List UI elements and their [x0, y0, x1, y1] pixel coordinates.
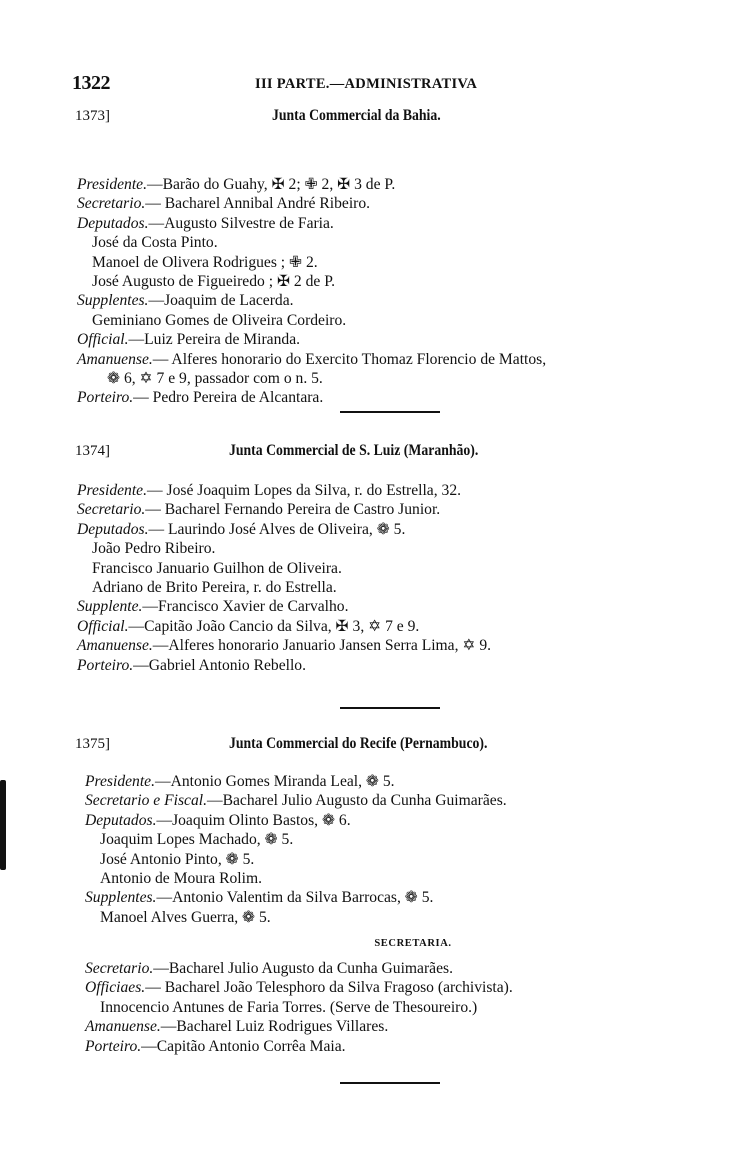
entry-text: — Laurindo José Alves de Oliveira, ❁ 5. [148, 520, 406, 538]
entry-line [85, 959, 513, 978]
entry-role: Amanuense. [85, 1018, 161, 1036]
entry-role: Secretario. [85, 960, 154, 977]
entry-line [85, 1037, 513, 1056]
entry-text: José Antonio Pinto, ❁ 5. [100, 850, 255, 868]
entry-line [77, 520, 491, 539]
page-number: 1322 [72, 72, 110, 94]
entry-line [85, 811, 507, 830]
entry-text: —Bacharel Luiz Rodrigues Villares. [160, 1018, 389, 1036]
entry-line [77, 369, 546, 388]
entry-text: — José Joaquim Lopes da Silva, r. do Estrella, 32. [147, 482, 462, 499]
section-title: Junta Commercial do Recife (Pernambuco). [229, 735, 488, 752]
entry-role: Secretario. [77, 501, 146, 519]
entry-text: Antonio de Moura Rolim. [100, 869, 262, 887]
entry-role: Deputados. [77, 520, 149, 538]
entry-line [77, 350, 546, 369]
entry-role: Official. [77, 331, 129, 349]
entry-role: Official. [77, 617, 129, 635]
section-entries [85, 772, 507, 927]
entry-line [77, 388, 546, 407]
entry-line [77, 233, 546, 252]
entry-text: —Alferes honorario Januario Jansen Serra Lima, ✡ 9. [152, 637, 492, 655]
entry-text: — Pedro Pereira de Alcantara. [133, 389, 324, 407]
entry-text: — Alferes honorario do Exercito Thomaz Florencio de Mattos, [152, 350, 547, 368]
entry-line [77, 656, 491, 675]
entry-text: —Joaquim de Lacerda. [148, 292, 294, 310]
entry-text: Adriano de Brito Pereira, r. do Estrella. [92, 578, 337, 596]
entry-line [85, 908, 507, 927]
running-head: III PARTE.—ADMINISTRATIVA [255, 76, 478, 92]
entry-role: Supplentes. [77, 292, 149, 310]
entry-role: Officiaes. [85, 979, 146, 997]
entry-text: Francisco Januario Guilhon de Oliveira. [92, 559, 342, 577]
section-entries [77, 175, 546, 408]
entry-role: Supplente. [77, 598, 143, 616]
entry-line [77, 214, 546, 233]
section-number: 1375] [75, 736, 110, 752]
entry-role: Porteiro. [77, 656, 134, 674]
entry-text: —Antonio Valentim da Silva Barrocas, ❁ 5. [156, 889, 434, 907]
entry-line [85, 998, 513, 1017]
entry-role: Presidente. [77, 482, 148, 499]
entry-role: Supplentes. [85, 889, 157, 907]
entry-role: Presidente. [85, 773, 156, 790]
section-title: Junta Commercial da Bahia. [272, 107, 441, 124]
entry-line [85, 1017, 513, 1036]
entry-line [77, 175, 546, 194]
entry-text: —Augusto Silvestre de Faria. [148, 214, 334, 232]
entry-line [77, 311, 546, 330]
section-entries [85, 959, 513, 1056]
entry-line [77, 578, 491, 597]
entry-text: —Barão do Guahy, ✠ 2; ✙ 2, ✠ 3 de P. [147, 176, 396, 193]
entry-role: Porteiro. [85, 1037, 142, 1055]
entry-line [77, 481, 491, 500]
entry-role: Amanuense. [77, 637, 153, 655]
binding-edge-mark [0, 780, 6, 870]
entry-text: Innocencio Antunes de Faria Torres. (Serve de Thesoureiro.) [100, 998, 478, 1016]
entry-text: —Capitão João Cancio da Silva, ✠ 3, ✡ 7 e 9. [128, 617, 420, 635]
entry-text: Joaquim Lopes Machado, ❁ 5. [100, 831, 294, 849]
entry-text: —Bacharel Julio Augusto da Cunha Guimarães. [206, 792, 507, 810]
entry-text: —Francisco Xavier de Carvalho. [142, 598, 349, 616]
entry-line [85, 772, 507, 791]
entry-role: Secretario. [77, 195, 146, 213]
section-entries [77, 481, 491, 675]
entry-line [85, 791, 507, 810]
section-divider [340, 1082, 440, 1084]
entry-text: Manoel Alves Guerra, ❁ 5. [100, 908, 271, 926]
section-number: 1374] [75, 443, 110, 459]
entry-text: —Gabriel Antonio Rebello. [133, 656, 306, 674]
entry-text: —Bacharel Julio Augusto da Cunha Guimarães. [153, 960, 453, 977]
entry-text: —Antonio Gomes Miranda Leal, ❁ 5. [155, 773, 395, 790]
entry-text: ❁ 6, ✡ 7 e 9, passador com o n. 5. [107, 369, 323, 387]
entry-line [85, 830, 507, 849]
entry-text: — Bacharel João Telesphoro da Silva Fragoso (archivista). [145, 979, 513, 997]
entry-text: Manoel de Olivera Rodrigues ; ✙ 2. [92, 253, 318, 271]
entry-line [77, 636, 491, 655]
entry-role: Deputados. [77, 214, 149, 232]
entry-line [85, 888, 507, 907]
entry-line [77, 559, 491, 578]
entry-text: João Pedro Ribeiro. [92, 540, 216, 558]
entry-role: Amanuense. [77, 350, 153, 368]
entry-text: —Joaquim Olinto Bastos, ❁ 6. [156, 811, 351, 829]
entry-text: Geminiano Gomes de Oliveira Cordeiro. [92, 311, 347, 329]
entry-text: — Bacharel Fernando Pereira de Castro Junior. [145, 501, 441, 519]
entry-line [85, 869, 507, 888]
section-divider [340, 707, 440, 709]
section-title: Junta Commercial de S. Luiz (Maranhão). [229, 442, 479, 459]
entry-role: Deputados. [85, 811, 157, 829]
entry-line [77, 617, 491, 636]
section-divider [340, 411, 440, 413]
entry-line [77, 330, 546, 349]
entry-line [85, 978, 513, 997]
entry-line [77, 597, 491, 616]
entry-line [77, 539, 491, 558]
entry-text: José Augusto de Figueiredo ; ✠ 2 de P. [92, 272, 336, 290]
entry-line [85, 850, 507, 869]
entry-role: Porteiro. [77, 389, 134, 407]
entry-role: Secretario e Fiscal. [85, 792, 207, 810]
subheading-secretaria: SECRETARIA. [374, 938, 452, 949]
entry-text: — Bacharel Annibal André Ribeiro. [145, 195, 371, 213]
entry-text: José da Costa Pinto. [92, 234, 218, 252]
entry-line [77, 253, 546, 272]
entry-text: —Luiz Pereira de Miranda. [128, 331, 301, 349]
entry-text: —Capitão Antonio Corrêa Maia. [141, 1037, 346, 1055]
entry-role: Presidente. [77, 176, 148, 193]
entry-line [77, 291, 546, 310]
entry-line [77, 272, 546, 291]
entry-line [77, 194, 546, 213]
section-number: 1373] [75, 108, 110, 124]
entry-line [77, 500, 491, 519]
